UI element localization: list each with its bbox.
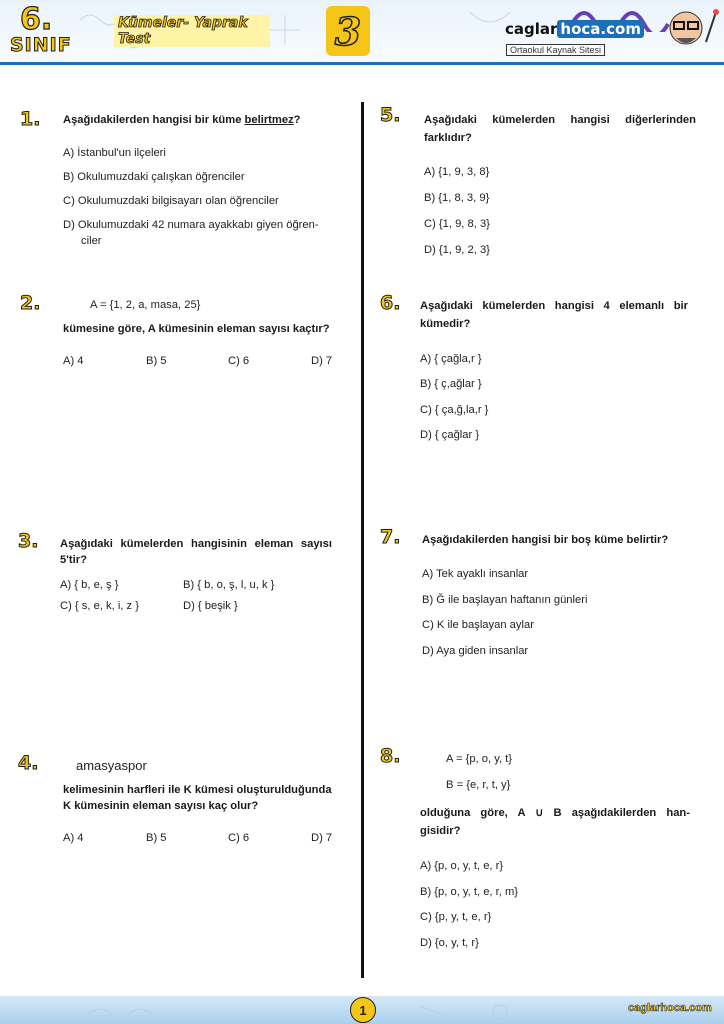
worksheet-title-banner bbox=[114, 15, 270, 47]
question-stem-line-2: K kümesinin eleman sayısı kaç olur? bbox=[63, 800, 259, 812]
option-b[interactable]: B) { ç,ağlar } bbox=[420, 378, 482, 390]
option-d[interactable]: D) 7 bbox=[311, 355, 333, 367]
set-b-expression: B = {e, r, t, y} bbox=[446, 779, 511, 791]
question-stem-line-1: Aşağıdaki kümelerden hangisinin eleman sayısı bbox=[60, 538, 332, 550]
column-divider bbox=[361, 102, 364, 978]
option-c[interactable]: C) {1, 9, 8, 3} bbox=[424, 218, 490, 230]
question-number: 1. bbox=[20, 108, 41, 130]
option-a[interactable]: A) {p, o, y, t, e, r} bbox=[420, 860, 504, 872]
option-d[interactable]: D) 7 bbox=[311, 832, 333, 844]
stem-text: Aşağıdakilerden hangisi bir küme bbox=[63, 114, 245, 126]
option-c[interactable]: C) { s, e, k, i, z } bbox=[60, 600, 139, 612]
option-a[interactable]: A) { b, e, ş } bbox=[60, 579, 119, 591]
question-stem-line-2: gisidir? bbox=[420, 825, 461, 837]
option-c[interactable]: C) Okulumuzdaki bilgisayarı olan öğrenciler bbox=[63, 195, 279, 207]
option-d[interactable]: D) {o, y, t, r} bbox=[420, 937, 479, 949]
given-word: amasyaspor bbox=[76, 758, 147, 773]
grade-badge bbox=[8, 2, 72, 58]
question-stem bbox=[63, 111, 301, 129]
question-stem-line-1: Aşağıdaki kümelerden hangisi 4 elemanlı bir bbox=[420, 300, 688, 312]
question-number: 3. bbox=[18, 530, 39, 552]
question-stem: Aşağıdakilerden hangisi bir boş küme belirtir? bbox=[422, 534, 669, 546]
option-b[interactable]: B) {p, o, y, t, e, r, m} bbox=[420, 886, 519, 898]
option-c[interactable]: C) 6 bbox=[228, 832, 250, 844]
stem-text-end: ? bbox=[293, 114, 301, 126]
question-stem-line-1: kelimesinin harfleri ile K kümesi oluşturulduğunda bbox=[63, 784, 332, 796]
option-d[interactable]: D) Aya giden insanlar bbox=[422, 645, 529, 657]
option-b[interactable]: B) Ğ ile başlayan haftanın günleri bbox=[422, 594, 588, 606]
teacher-mascot-icon bbox=[662, 2, 720, 60]
question-stem-line-2: farklıdır? bbox=[424, 132, 472, 144]
option-b[interactable]: B) 5 bbox=[146, 832, 167, 844]
brand-subtitle: Ortaokul Kaynak Sitesi bbox=[506, 44, 605, 56]
stem-underlined-word: belirtmez bbox=[244, 114, 294, 126]
question-number: 7. bbox=[380, 526, 401, 548]
option-b[interactable]: B) {1, 8, 3, 9} bbox=[424, 192, 490, 204]
question-number: 8. bbox=[380, 745, 401, 767]
question-stem-line-1: Aşağıdaki kümelerden hangisi diğerlerinden bbox=[424, 114, 696, 126]
brand-prefix: caglar bbox=[505, 20, 558, 38]
option-c[interactable]: C) { ça,ğ,la,r } bbox=[420, 404, 489, 416]
brand-highlight: hoca.com bbox=[557, 20, 644, 38]
option-a[interactable]: A) Tek ayaklı insanlar bbox=[422, 568, 529, 580]
option-b[interactable]: B) 5 bbox=[146, 355, 167, 367]
test-number-badge: 3 bbox=[326, 6, 370, 56]
grade-label: SINIF bbox=[10, 34, 72, 56]
option-a[interactable]: A) 4 bbox=[63, 832, 84, 844]
option-c[interactable]: C) {p, y, t, e, r} bbox=[420, 911, 492, 923]
question-number: 2. bbox=[20, 292, 41, 314]
question-number: 5. bbox=[380, 104, 401, 126]
option-d[interactable]: D) { beşik } bbox=[183, 600, 238, 612]
question-stem-line-1: olduğuna göre, A ∪ B aşağıdakilerden han- bbox=[420, 807, 690, 819]
option-a[interactable]: A) {1, 9, 3, 8} bbox=[424, 166, 490, 178]
page-header bbox=[0, 0, 724, 65]
question-stem: kümesine göre, A kümesinin eleman sayısı kaçtır? bbox=[63, 323, 330, 335]
option-b[interactable]: B) Okulumuzdaki çalışkan öğrenciler bbox=[63, 171, 245, 183]
grade-number: 6. bbox=[20, 2, 53, 37]
worksheet-title: Kümeler- Yaprak Test bbox=[114, 15, 270, 47]
option-d[interactable]: D) Okulumuzdaki 42 numara ayakkabı giyen öğren- bbox=[63, 219, 319, 231]
set-expression: A = {1, 2, a, masa, 25} bbox=[90, 299, 201, 311]
option-d[interactable]: D) {1, 9, 2, 3} bbox=[424, 244, 490, 256]
footer-site-link[interactable]: caglarhoca.com bbox=[628, 1002, 712, 1014]
set-a-expression: A = {p, o, y, t} bbox=[446, 753, 513, 765]
option-d-continued[interactable]: ciler bbox=[81, 235, 102, 247]
question-stem-line-2: kümedir? bbox=[420, 318, 471, 330]
footer-background-formulas bbox=[80, 998, 600, 1024]
option-a[interactable]: A) 4 bbox=[63, 355, 84, 367]
question-stem-line-2: 5'tir? bbox=[60, 554, 87, 566]
brand-logo[interactable] bbox=[505, 20, 644, 38]
question-number: 4. bbox=[18, 752, 39, 774]
question-number: 6. bbox=[380, 292, 401, 314]
option-d[interactable]: D) { çağlar } bbox=[420, 429, 480, 441]
option-c[interactable]: C) 6 bbox=[228, 355, 250, 367]
page-number: 1 bbox=[350, 997, 376, 1023]
option-b[interactable]: B) { b, o, ş, l, u, k } bbox=[183, 579, 275, 591]
math-doodle-decoration bbox=[80, 998, 600, 1024]
page-footer bbox=[0, 996, 724, 1024]
option-c[interactable]: C) K ile başlayan aylar bbox=[422, 619, 534, 631]
option-a[interactable]: A) { çağla,r } bbox=[420, 353, 482, 365]
option-a[interactable]: A) İstanbul'un ilçeleri bbox=[63, 147, 166, 159]
